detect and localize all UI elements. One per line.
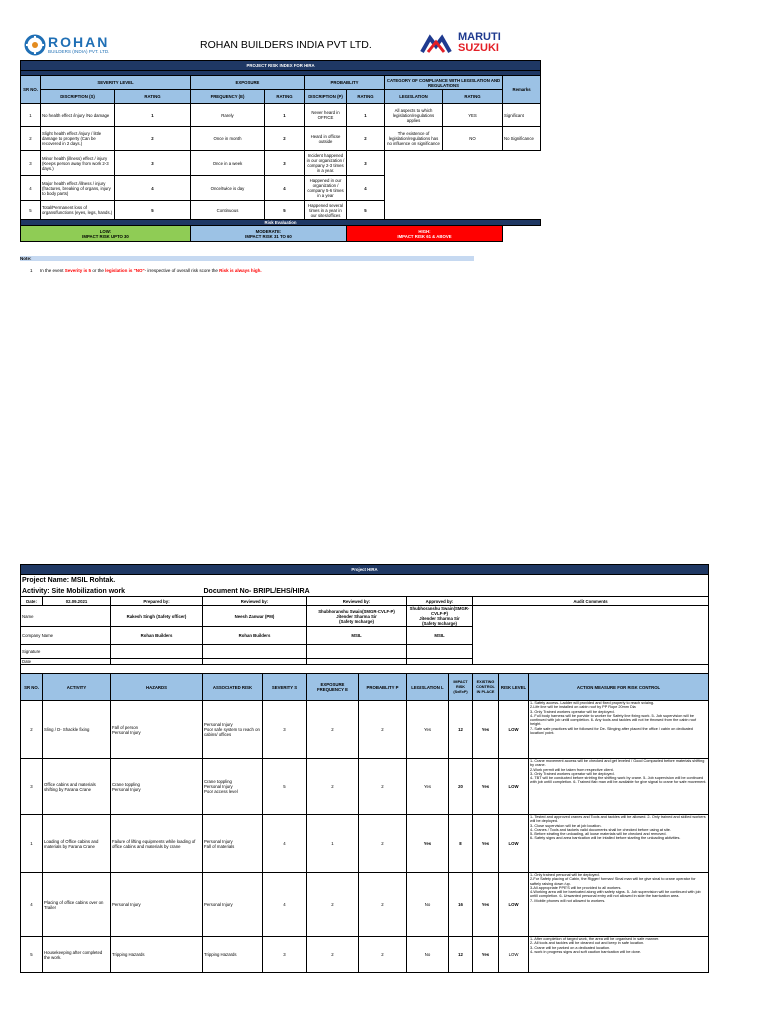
- severity-rating-cell: 1: [115, 104, 191, 127]
- legislation-cell: Yes: [407, 701, 449, 759]
- legislation-cell: No: [407, 937, 449, 973]
- col-impact-risk: IMPACT RISK (SxExP): [449, 674, 473, 701]
- signature-cell: [111, 645, 203, 659]
- impact-cell: 12: [449, 701, 473, 759]
- hazards-cell: Failure of lifting equipments while loading of office cabins and materials by crane: [111, 815, 203, 873]
- legislation-cell: Yes: [407, 815, 449, 873]
- table-row: [21, 815, 709, 873]
- action-cell: 1- Tested and approved cranes and Tools and tackles will be allowed. 2- Only trained and skilled workers will be deployed. 3- Close supervision will be at job location. 4- Cranes / Tools and tackels valid documents shall be checked before using at site. 5- Before strating the unloading, all loose materials will be checked and removed. 6- Safety signs and area barrication will be intalled before starting the unloading aktivities.: [529, 815, 709, 873]
- frequency-rating-cell: 5: [265, 201, 305, 220]
- action-cell: 1- After completion of targed work, the area will be organised in safe manner. 2- All tools and tackles will be cleaned out and keep in safe location. 3- Crane will be parked on a dedicated location. 4- work in progress signs and soft caution barrication will be done.: [529, 937, 709, 973]
- activity-cell: Placing of office cabins over on Trailer: [43, 873, 111, 937]
- empty-area: [385, 151, 541, 220]
- frequency-cell: Once in month: [191, 127, 265, 151]
- sr-cell: 5: [21, 201, 41, 220]
- rohan-builders-logo: [24, 34, 134, 58]
- frequency-rating-cell: 2: [265, 127, 305, 151]
- activity-cell: Office cabins and materials shifting by Farana Crane: [43, 759, 111, 815]
- prepared-name: Rakesh Singh (Safety officer): [111, 606, 203, 627]
- col-action-measure: ACTION MEASURE FOR RISK CONTROL: [529, 674, 709, 701]
- sr-cell: 5: [21, 937, 43, 973]
- date-row-label: Date: [21, 659, 111, 665]
- probability-desc-cell: Happened several times in a year in our sites/offices: [305, 201, 347, 220]
- company-name: ROHAN BUILDERS INDIA PVT LTD.: [200, 39, 372, 51]
- hazards-cell: Personal Injury: [111, 873, 203, 937]
- severity-desc-cell: Major health effect /illness / injury (fractures, breaking of organs, injury to body parts): [41, 176, 115, 201]
- col-severity: SEVERITY S: [263, 674, 307, 701]
- associated-risk-cell: Personal Injury: [203, 873, 263, 937]
- date-label: Date:: [21, 597, 43, 606]
- hazards-cell: Crane toppling Personal Injury: [111, 759, 203, 815]
- probability-cell: 2: [359, 701, 407, 759]
- severity-desc-cell: Minor health (illness) effect / injury (Keeps person away from work 2-3 days.): [41, 151, 115, 176]
- maruti-text: MARUTI: [458, 31, 501, 43]
- frequency-cell: Once/twice is day: [191, 176, 265, 201]
- col-probability: PROBABLITY P: [359, 674, 407, 701]
- note-number: 1: [30, 268, 33, 273]
- sr-cell: 1: [21, 815, 43, 873]
- col-hazards: HAZARDS: [111, 674, 203, 701]
- impact-cell: 16: [449, 873, 473, 937]
- exposure-cell: 2: [307, 701, 359, 759]
- severity-desc-cell: No health effect /injury /No damage: [41, 104, 115, 127]
- hira-title: Project HIRA: [21, 565, 709, 575]
- probability-desc-cell: Incident happened in our organization / company 2-3 times in a year.: [305, 151, 347, 176]
- signature-cell: [407, 645, 473, 659]
- table-row: [21, 937, 709, 973]
- probability-rating-cell: 3: [347, 151, 385, 176]
- company-approved: MSIL: [407, 627, 473, 645]
- risk-level-cell: LOW: [499, 815, 529, 873]
- col-risk-level: RISK LEVEL: [499, 674, 529, 701]
- legislation-rating-cell: YES: [443, 104, 503, 127]
- severity-desc-cell: Total/Permanent loss of organs/functions (eyes, legs, hands.): [41, 201, 115, 220]
- rohan-logo-text: ROHAN: [48, 34, 110, 50]
- severity-cell: 4: [263, 815, 307, 873]
- severity-rating-cell: 4: [115, 176, 191, 201]
- prepared-by-label: Prepared by:: [111, 597, 203, 606]
- table-row: [21, 759, 709, 815]
- audit-comments-label: Audit Comments: [473, 597, 709, 606]
- associated-risk-cell: Crane toppling Personal Injury Poor access level: [203, 759, 263, 815]
- note-label: Note:: [20, 256, 32, 261]
- col-legislation: LEGISLATION L: [407, 674, 449, 701]
- document-no: Document No- BRIPL/EHS/HIRA: [203, 587, 709, 597]
- low-risk-band: LOW: IMPACT RISK UPTO 30: [21, 226, 191, 242]
- probability-rating-cell: 1: [347, 104, 385, 127]
- col-legislation-rating: RATING: [443, 90, 503, 104]
- col-frequency-rating: RATING: [265, 90, 305, 104]
- existing-control-cell: Yes: [473, 815, 499, 873]
- severity-desc-cell: Slight health effect /injury / little damage to property (Can be recovered in 2 days.): [41, 127, 115, 151]
- signature-label: Signature: [21, 645, 111, 659]
- approved-name: Shubhoranshu Swain(SMGR-CVLF-P) Jitender Sharma Sir (Safety Incharge): [407, 606, 473, 627]
- probability-rating-cell: 5: [347, 201, 385, 220]
- risk-level-cell: LOW: [499, 759, 529, 815]
- impact-cell: 8: [449, 815, 473, 873]
- reviewed-by-label: Reviewed by:: [203, 597, 307, 606]
- probability-rating-cell: 4: [347, 176, 385, 201]
- risk-index-table: [20, 60, 541, 242]
- probability-rating-cell: 2: [347, 127, 385, 151]
- existing-control-cell: Yes: [473, 759, 499, 815]
- company-label: Company Name: [21, 627, 111, 645]
- company-reviewed: Rohan Builders: [203, 627, 307, 645]
- col-remarks: Remarks: [503, 76, 541, 104]
- exposure-cell: 2: [307, 937, 359, 973]
- col-associated-risk: ASSOCIATED RISK: [203, 674, 263, 701]
- impact-cell: 12: [449, 937, 473, 973]
- exposure-cell: 2: [307, 873, 359, 937]
- col-description-p: DISCRIPTION (P): [305, 90, 347, 104]
- legislation-cell: All aspects to which legislation/regulations applies: [385, 104, 443, 127]
- existing-control-cell: Yes: [473, 937, 499, 973]
- col-probability-rating: RATING: [347, 90, 385, 104]
- reviewed-name: Neesh Zanwar (PM): [203, 606, 307, 627]
- activity-cell: Sling / D- Shackle fixing: [43, 701, 111, 759]
- severity-rating-cell: 3: [115, 151, 191, 176]
- empty-cell: [503, 226, 541, 242]
- frequency-cell: Continuous: [191, 201, 265, 220]
- exposure-cell: 1: [307, 815, 359, 873]
- associated-risk-cell: Tripping Hazards: [203, 937, 263, 973]
- table-row: [21, 151, 541, 176]
- severity-rating-cell: 2: [115, 127, 191, 151]
- company-prepared: Rohan Builders: [111, 627, 203, 645]
- high-risk-band: HIGH: IMPACT RISK 61 & ABOVE: [347, 226, 503, 242]
- severity-cell: 3: [263, 937, 307, 973]
- probability-desc-cell: Happened in our organization / company 5-6 times in a year: [305, 176, 347, 201]
- probability-desc-cell: Heard in officse outside: [305, 127, 347, 151]
- col-existing-control: EXISTING CONTROL IN PLACE: [473, 674, 499, 701]
- sr-cell: 1: [21, 104, 41, 127]
- col-activity: ACTIVITY: [43, 674, 111, 701]
- action-cell: 1- Only trained personal will be deployed. 2-For Safety placing of Cabin, the Rigger/ forman/ Sinal man will be give sinal to crane operator for saftely raising down /up. 3-All appropriate PPE'S will be provided to all workers. 4-Working area will be barricated along with safety signs. 5- Job supervision will be continued with job untill completion. 6- Unwanted personal entry will not allowed in side the barrication area. 7- Mobile phones will not allowed to workers.: [529, 873, 709, 937]
- spacer-row: [21, 665, 709, 674]
- probability-cell: 2: [359, 873, 407, 937]
- legislation-cell: Yes: [407, 759, 449, 815]
- probability-cell: 2: [359, 759, 407, 815]
- col-exposure: EXPOSURE FREQUENCY E: [307, 674, 359, 701]
- severity-cell: 3: [263, 701, 307, 759]
- activity-cell: Housekeeping after completed the work.: [43, 937, 111, 973]
- moderate-risk-band: MODERATE: IMPACT RISK 31 TO 60: [191, 226, 347, 242]
- col-severity: SEVERITY LEVEL: [41, 76, 191, 90]
- probability-cell: 2: [359, 815, 407, 873]
- col-sr-no: SR NO.: [21, 76, 41, 104]
- hira-table: [20, 564, 709, 973]
- hira-page: [0, 520, 768, 1024]
- exposure-cell: 2: [307, 759, 359, 815]
- severity-cell: 4: [263, 873, 307, 937]
- approved-by-label: Approved by:: [407, 597, 473, 606]
- reviewed2-name: Shubhoranshu Swain(SMGR-CVLF-P) Jitender Sharma Sir (Safety Incharge): [307, 606, 407, 627]
- remarks-cell: Significant: [503, 104, 541, 127]
- table-row: [21, 701, 709, 759]
- table-row: [21, 104, 541, 127]
- rohan-logo-icon: [24, 34, 46, 56]
- maruti-suzuki-logo: [420, 31, 530, 54]
- frequency-cell: Rarely: [191, 104, 265, 127]
- suzuki-s-icon: [420, 34, 454, 54]
- sr-cell: 4: [21, 176, 41, 201]
- suzuki-text: SUZUKI: [458, 42, 499, 54]
- frequency-rating-cell: 1: [265, 104, 305, 127]
- sr-cell: 2: [21, 701, 43, 759]
- activity-cell: Loading of Office cabins and materials by Farana Crane: [43, 815, 111, 873]
- associated-risk-cell: Personal Injury Fall of materials: [203, 815, 263, 873]
- col-description-s: DISCRIPTION (S): [41, 90, 115, 104]
- legislation-rating-cell: NO: [443, 127, 503, 151]
- col-legislation: LEGISLATION: [385, 90, 443, 104]
- probability-desc-cell: Never heard in OFFICE: [305, 104, 347, 127]
- hazards-cell: Fall of person Personal Injury: [111, 701, 203, 759]
- legislation-cell: No: [407, 873, 449, 937]
- note-bar: [20, 256, 474, 261]
- severity-cell: 5: [263, 759, 307, 815]
- existing-control-cell: Yes: [473, 701, 499, 759]
- frequency-rating-cell: 3: [265, 151, 305, 176]
- frequency-rating-cell: 4: [265, 176, 305, 201]
- risk-level-cell: LOW: [499, 937, 529, 973]
- sr-cell: 3: [21, 759, 43, 815]
- severity-rating-cell: 5: [115, 201, 191, 220]
- activity-title: Activity: Site Mobilization work: [21, 587, 203, 597]
- impact-cell: 20: [449, 759, 473, 815]
- probability-cell: 2: [359, 937, 407, 973]
- risk-evaluation-label: Risk Evaluation: [21, 220, 541, 226]
- risk-index-title: PROJECT RISK INDEX FOR HIRA: [21, 61, 541, 71]
- sr-cell: 4: [21, 873, 43, 937]
- frequency-cell: Once in a week: [191, 151, 265, 176]
- signature-cell: [307, 645, 407, 659]
- col-sr-no: SR NO.: [21, 674, 43, 701]
- audit-comments-box: [473, 606, 709, 665]
- existing-control-cell: Yes: [473, 873, 499, 937]
- project-name: Project Name: MSIL Rohtak.: [21, 575, 709, 587]
- table-row: [21, 127, 541, 151]
- associated-risk-cell: Personal Injury Poor safe system to reach on cabins/ offices: [203, 701, 263, 759]
- risk-level-cell: LOW: [499, 701, 529, 759]
- date-value: 02.09.2021: [43, 597, 111, 606]
- signature-cell: [203, 645, 307, 659]
- action-cell: 1- Safety access- Ladder will provided and fixed properly to reach sviaing. 2-Life line will be installed on cabin roof by PP Rope 20mm Dia 3- Only Trained workers operator will be deployed. 4- Full body harness will be porvide to worker for Safety line fixing work. 5- Job supervision will be continued with job untill completion. 6- Any tools and tackles will not be throwed from the cabin roof height. 7- Safe safe practices will be followed for De- Slinging after placed the office / cabin on dedicated location/ point.: [529, 701, 709, 759]
- note-text: In the event Severity is 5 or the legislation is "NO"- irrespective of overall risk score the Risk is always high.: [40, 268, 262, 273]
- table-row: [21, 873, 709, 937]
- sr-cell: 2: [21, 127, 41, 151]
- sr-cell: 3: [21, 151, 41, 176]
- action-cell: 1- Crane movement access will be checked and get leveled / Good Compacted before materials shifting by crane. 2-Work permit will be taken from respective client. 3- Only Trained workers operator will be deployed. 4- TBT will be conducted before strirting the shifting work by crane. 5- Job supervision will be continued with job untill completion. 6- Trained flab man will be available for give signal to crane for safe movement.: [529, 759, 709, 815]
- legislation-cell: The existence of legislation/regulations has no influence on significance: [385, 127, 443, 151]
- col-exposure: EXPOSURE: [191, 76, 305, 90]
- name-label: Name: [21, 606, 111, 627]
- reviewed-by2-label: Reviewed by:: [307, 597, 407, 606]
- company-reviewed2: MSIL: [307, 627, 407, 645]
- col-probability: PROBABLITY: [305, 76, 385, 90]
- remarks-cell: No Significance: [503, 127, 541, 151]
- rohan-logo-subtext: BUILDERS (INDIA) PVT. LTD.: [48, 49, 110, 54]
- hazards-cell: Tripping Hazards: [111, 937, 203, 973]
- risk-level-cell: LOW: [499, 873, 529, 937]
- col-frequency: FREQUENCY (E): [191, 90, 265, 104]
- col-compliance: CATEGORY OF COMPLIANCE WITH LEGISLATION AND REGULATIONS: [385, 76, 503, 90]
- col-severity-rating: RATING: [115, 90, 191, 104]
